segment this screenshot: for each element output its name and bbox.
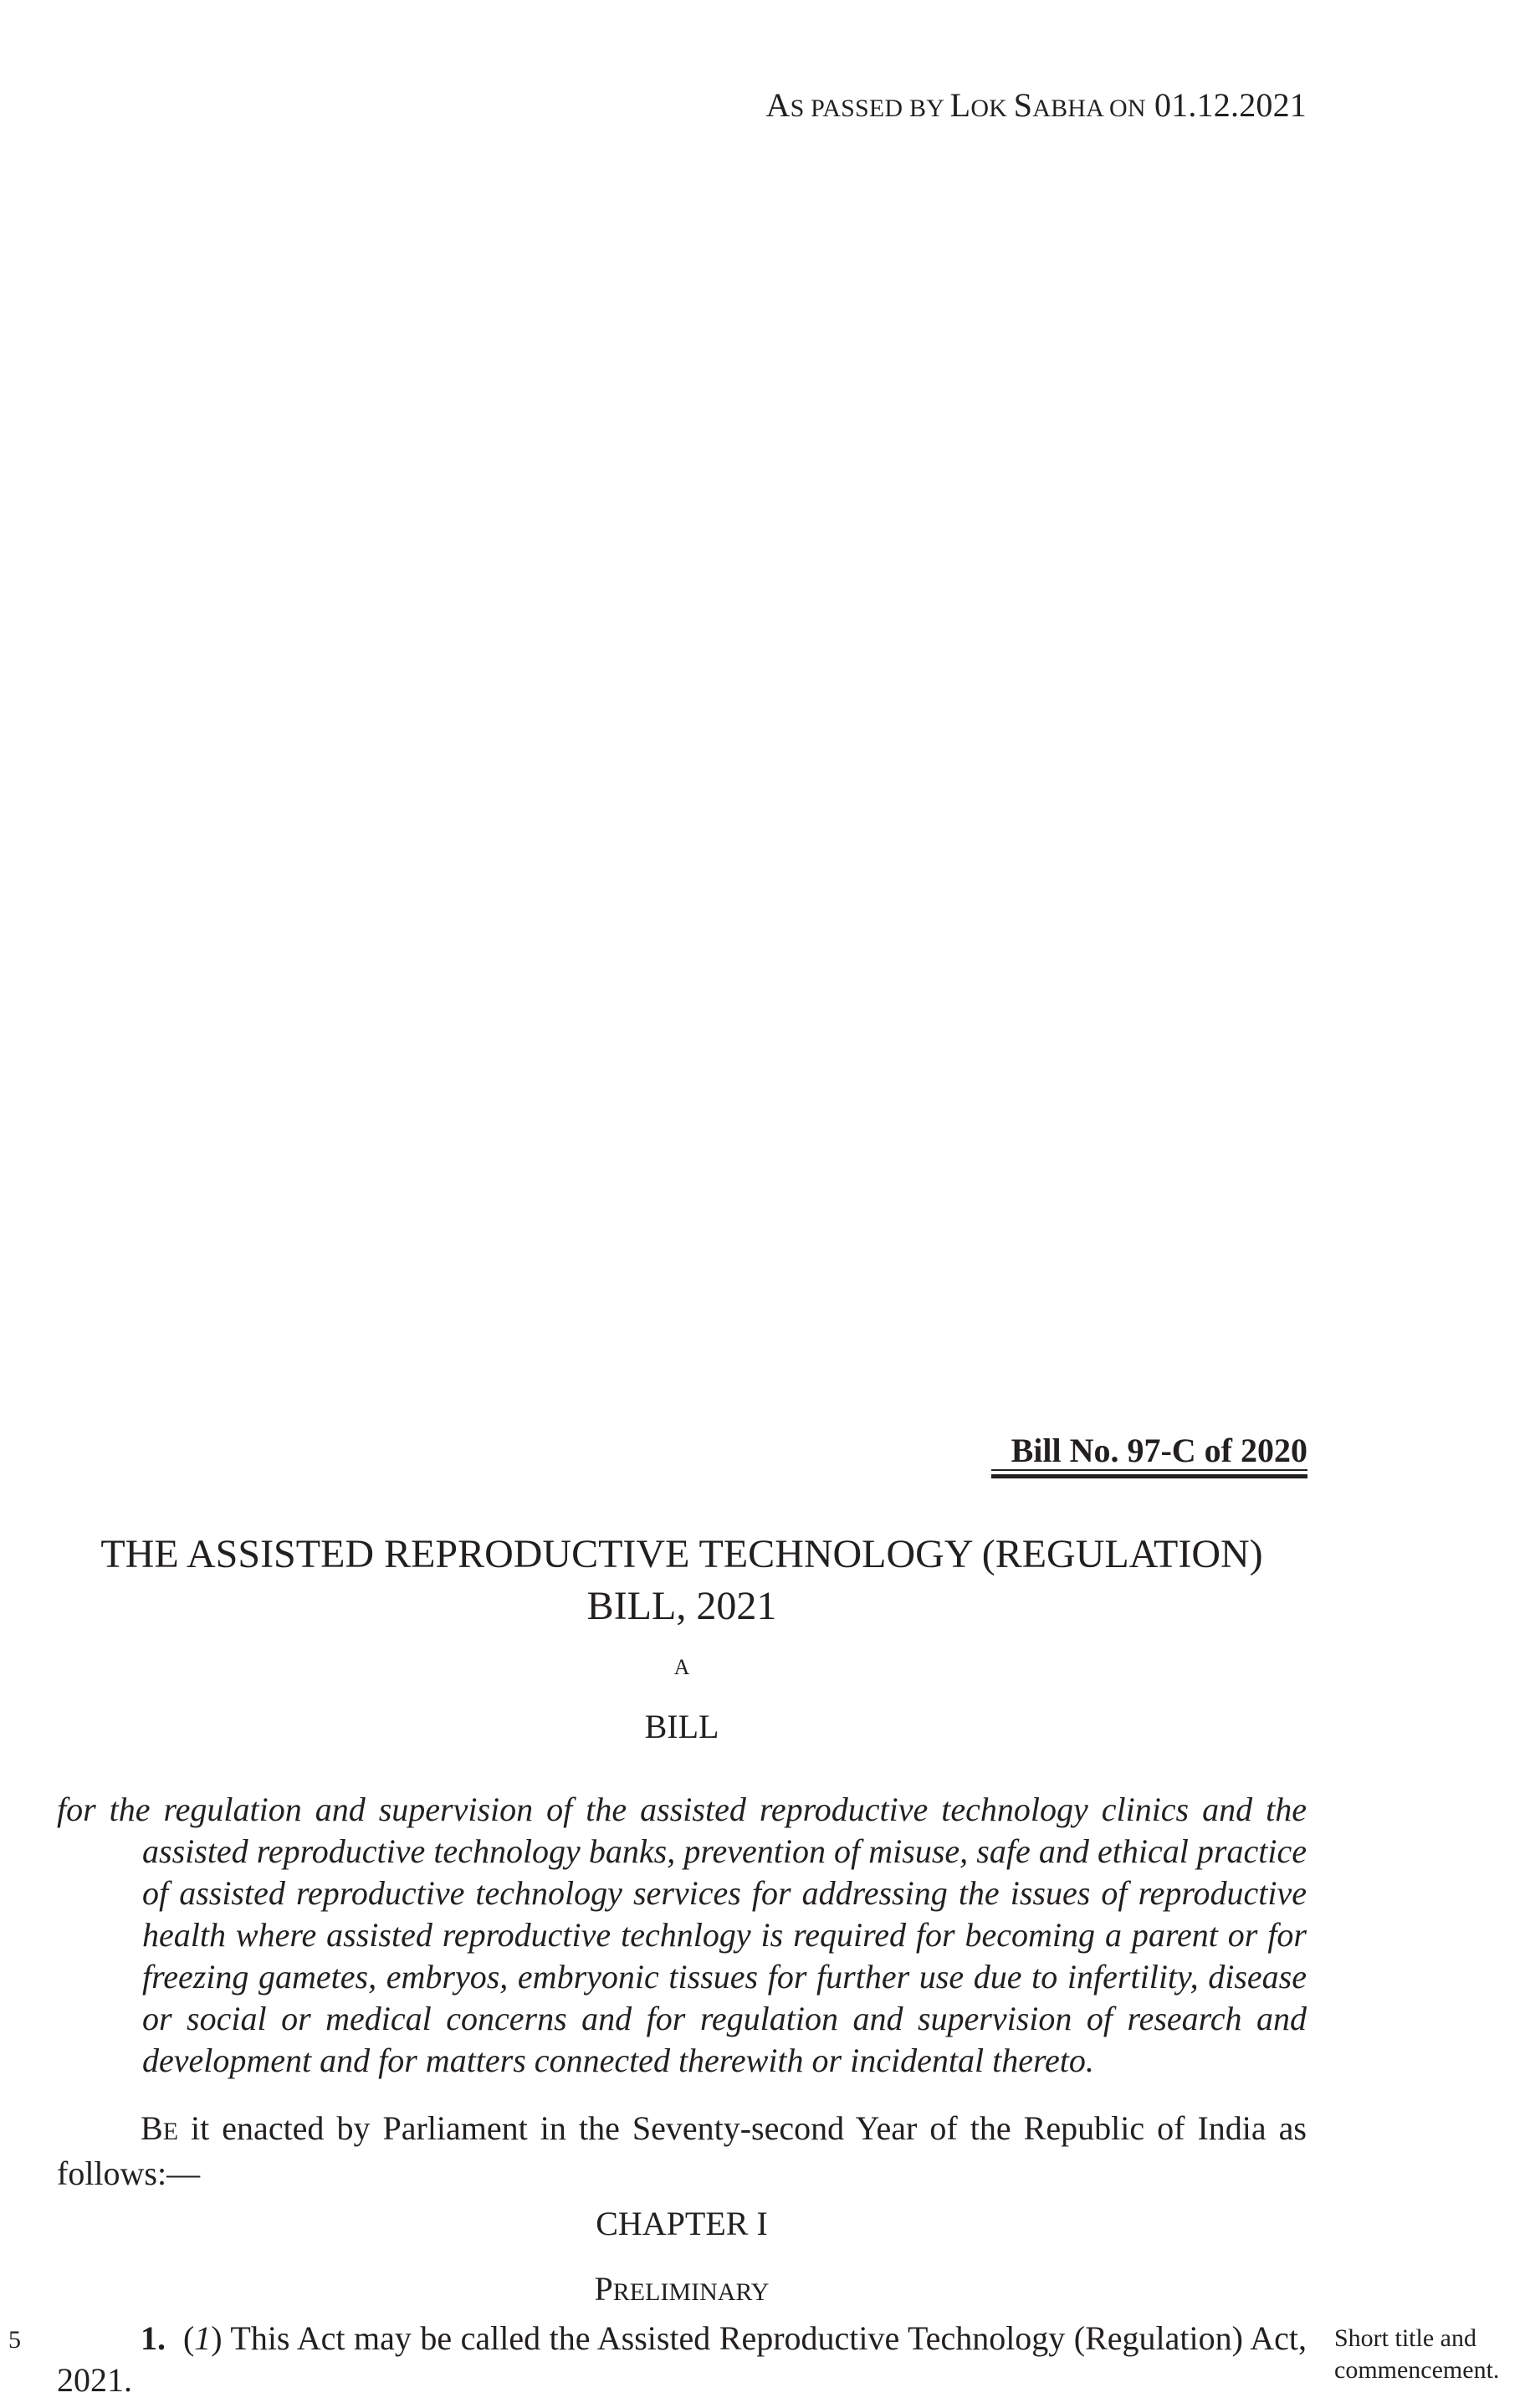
bill-number: Bill No. 97-C of 2020	[1011, 1432, 1307, 1469]
enact-text: it enacted by Parliament in the Seventy-second Year of the Republic of India as follows:—	[57, 2109, 1307, 2192]
passed-date: 01.12.2021	[1145, 86, 1307, 124]
bill-number-underline-thick	[991, 1474, 1307, 1478]
section-number: 1.	[141, 2319, 166, 2357]
enacting-formula	[57, 2108, 1307, 2195]
passed-house-first: L	[949, 86, 971, 124]
margin-note	[1334, 2323, 1513, 2386]
section-1-text: This Act may be called the Assisted Reproductive Technology (Regulation) Act, 2021.	[57, 2319, 1307, 2399]
section-1: 1. (1) This Act may be called the Assisted Reproductive Technology (Regulation) Act, 2021.	[57, 2319, 1307, 2399]
passed-house2-first: S	[1013, 86, 1033, 124]
article-a: A	[673, 1655, 690, 1679]
prelim-rest: RELIMINARY	[612, 2278, 770, 2306]
chapter-heading: CHAPTER I	[596, 2205, 768, 2242]
bill-title-line2: BILL, 2021	[586, 1584, 777, 1628]
passed-a: A	[765, 86, 791, 124]
margin-note-line2: commencement.	[1334, 2356, 1500, 2384]
bill-word: BILL	[644, 1708, 719, 1745]
subsection-number: 1	[194, 2319, 212, 2357]
enact-small-letter: E	[162, 2118, 179, 2145]
margin-note-line1: Short title and	[1334, 2324, 1476, 2352]
passed-house2-rest: ABHA ON	[1032, 95, 1146, 122]
long-title-purpose: for the regulation and supervision of the assisted reproductive technology clinics and the assisted reproductive technology banks, prevention of misuse, safe and ethical practice of assisted reproductive technology services for addressing the issues of reproductive health where assisted reproductive technlogy is required for becoming a parent or for freezing gametes, embryos, embryonic tissues for further use due to infertility, disease or social or medical concerns and for regulation and supervision of research and development and for matters connected therewith or incidental thereto.	[57, 1791, 1307, 2079]
line-number: 5	[8, 2326, 21, 2354]
prelim-first-letter: P	[594, 2270, 613, 2308]
passed-status	[765, 85, 1307, 125]
passed-rest: S PASSED BY	[790, 95, 950, 122]
chapter-subheading	[50, 2269, 1313, 2308]
bill-title-line1: THE ASSISTED REPRODUCTIVE TECHNOLOGY (REGULATION)	[100, 1532, 1263, 1576]
bill-number-underline	[991, 1469, 1307, 1471]
enact-first-letter: B	[141, 2109, 163, 2147]
bill-title	[50, 1529, 1313, 1632]
passed-house-rest: OK	[970, 95, 1014, 122]
